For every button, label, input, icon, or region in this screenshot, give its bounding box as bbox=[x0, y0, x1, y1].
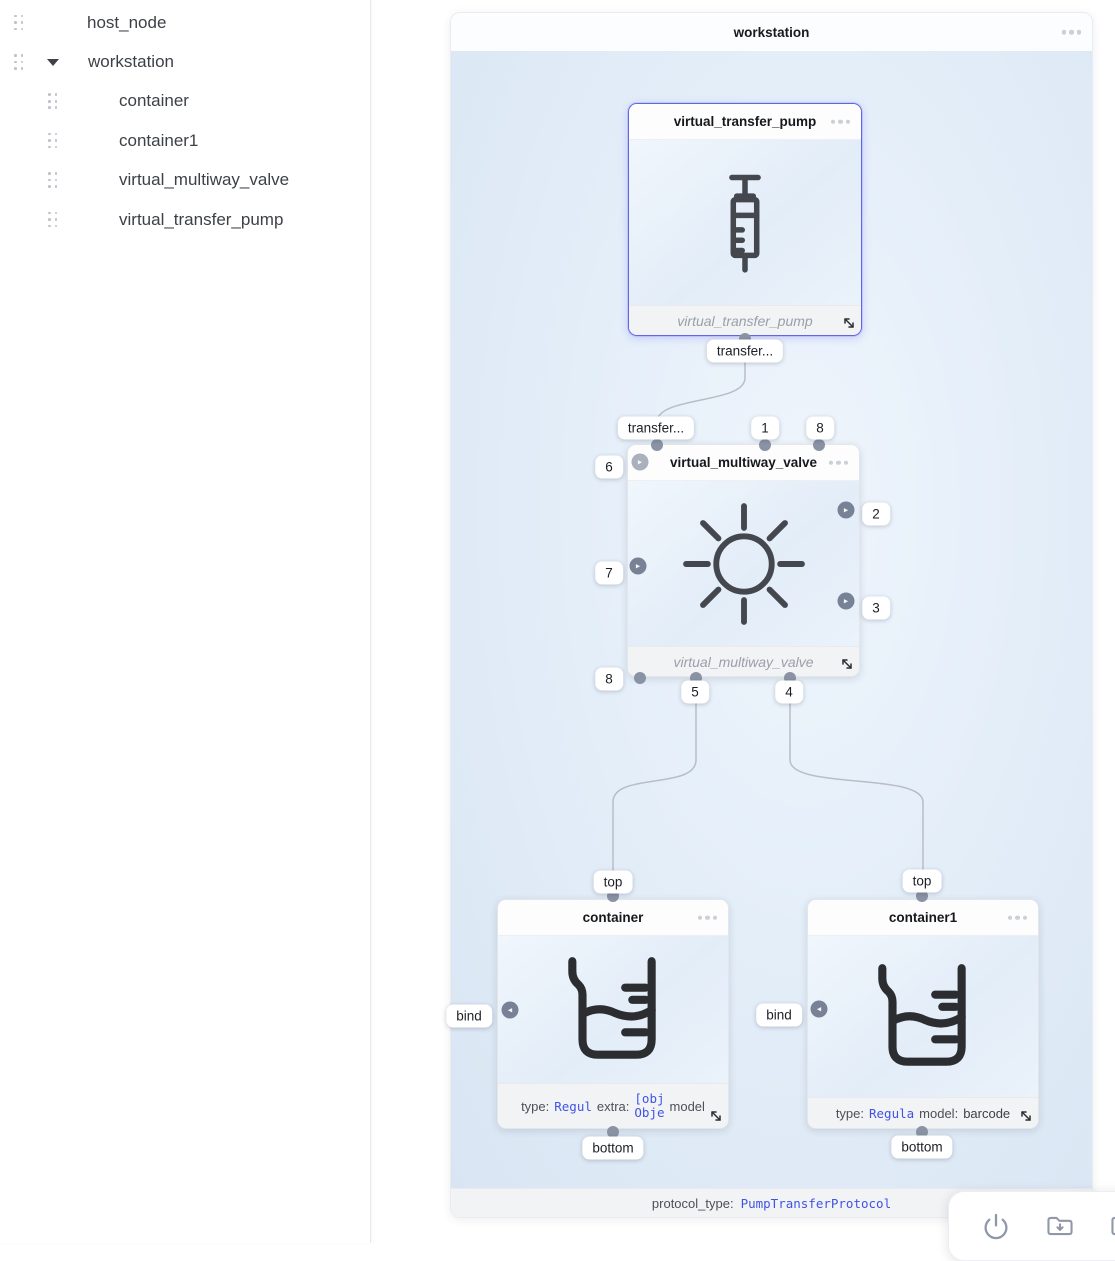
resize-icon[interactable] bbox=[842, 316, 856, 330]
port-valve-3-arrow-icon[interactable]: ▸ bbox=[838, 593, 855, 610]
type-label: type: bbox=[521, 1098, 550, 1114]
beaker-icon bbox=[552, 949, 674, 1071]
port-valve-8-bottom[interactable] bbox=[634, 672, 646, 684]
node-header[interactable] bbox=[498, 900, 728, 936]
port-label-valve-transfer[interactable]: transfer... bbox=[618, 417, 694, 440]
drag-handle-icon[interactable] bbox=[48, 172, 58, 188]
canvas-action-toolbar bbox=[948, 1191, 1115, 1261]
save-to-folder-button[interactable] bbox=[1045, 1211, 1075, 1241]
drag-handle-icon[interactable] bbox=[14, 15, 24, 31]
port-label-container-bind[interactable]: bind bbox=[446, 1005, 492, 1028]
drag-handle-icon[interactable] bbox=[48, 93, 58, 109]
node-body[interactable] bbox=[808, 936, 1038, 1097]
port-label-pump-transfer[interactable]: transfer... bbox=[707, 340, 783, 363]
node-footer bbox=[629, 305, 861, 335]
port-label-valve-8-bottom[interactable]: 8 bbox=[595, 668, 623, 691]
port-label-container-top[interactable]: top bbox=[594, 871, 633, 894]
valve-icon bbox=[681, 501, 807, 627]
model-label: model bbox=[669, 1098, 705, 1114]
sidebar-item-label[interactable]: workstation bbox=[88, 52, 174, 72]
export-button[interactable] bbox=[1109, 1211, 1115, 1241]
port-valve-8-top[interactable] bbox=[813, 439, 825, 451]
port-label-valve-5[interactable]: 5 bbox=[681, 681, 709, 704]
beaker-icon bbox=[862, 956, 984, 1078]
node-header[interactable] bbox=[629, 104, 861, 140]
node-title: virtual_transfer_pump bbox=[673, 114, 817, 129]
ellipsis-menu-icon[interactable] bbox=[1008, 915, 1028, 920]
node-container1[interactable] bbox=[807, 899, 1039, 1129]
extra-value-line2: Obje bbox=[634, 1105, 665, 1120]
drag-handle-icon[interactable] bbox=[14, 54, 24, 70]
node-header[interactable] bbox=[628, 445, 859, 481]
ellipsis-menu-icon[interactable] bbox=[829, 460, 849, 465]
port-label-container1-bind[interactable]: bind bbox=[756, 1004, 802, 1027]
sidebar-item-workstation[interactable] bbox=[0, 42, 370, 81]
node-virtual-multiway-valve[interactable] bbox=[627, 444, 860, 677]
node-title: virtual_multiway_valve bbox=[669, 455, 818, 470]
port-valve-2-arrow-icon[interactable]: ▸ bbox=[838, 502, 855, 519]
port-valve-6-arrow-icon[interactable]: ▸ bbox=[632, 454, 649, 471]
ellipsis-menu-icon[interactable] bbox=[831, 119, 851, 124]
port-label-valve-2[interactable]: 2 bbox=[862, 503, 890, 526]
node-footer-name: virtual_multiway_valve bbox=[673, 653, 814, 670]
sidebar-item-virtual-transfer-pump[interactable] bbox=[0, 200, 370, 239]
chevron-down-icon[interactable] bbox=[47, 59, 59, 66]
power-icon bbox=[981, 1211, 1011, 1241]
port-label-container-bottom[interactable]: bottom bbox=[582, 1137, 643, 1160]
port-container1-bind-arrow-icon[interactable]: ◂ bbox=[811, 1001, 828, 1018]
type-value: Regula bbox=[869, 1105, 915, 1121]
file-export-icon bbox=[1109, 1211, 1115, 1241]
port-label-valve-7[interactable]: 7 bbox=[595, 562, 623, 585]
node-body[interactable] bbox=[498, 936, 728, 1083]
node-title: container bbox=[582, 910, 644, 925]
node-title: container1 bbox=[888, 910, 958, 925]
port-label-valve-4[interactable]: 4 bbox=[775, 681, 803, 704]
resize-icon[interactable] bbox=[840, 657, 854, 671]
port-valve-transfer[interactable] bbox=[651, 439, 663, 451]
type-value: Regul bbox=[554, 1098, 592, 1114]
ellipsis-menu-icon[interactable] bbox=[1062, 30, 1082, 35]
node-header[interactable] bbox=[808, 900, 1038, 936]
syringe-icon bbox=[714, 149, 776, 297]
workstation-title: workstation bbox=[733, 24, 810, 40]
resize-icon[interactable] bbox=[1019, 1109, 1033, 1123]
port-label-container1-bottom[interactable]: bottom bbox=[891, 1136, 952, 1159]
type-label: type: bbox=[835, 1105, 864, 1121]
power-button[interactable] bbox=[981, 1211, 1011, 1241]
node-virtual-transfer-pump[interactable] bbox=[628, 103, 862, 336]
node-footer bbox=[498, 1083, 728, 1128]
port-container-bind-arrow-icon[interactable]: ◂ bbox=[502, 1002, 519, 1019]
sidebar-item-label[interactable]: container1 bbox=[119, 130, 199, 150]
ellipsis-menu-icon[interactable] bbox=[698, 915, 718, 920]
port-valve-7-arrow-icon[interactable]: ▸ bbox=[630, 558, 647, 575]
extra-value-line1: [obj bbox=[634, 1090, 665, 1106]
port-label-container1-top[interactable]: top bbox=[903, 870, 942, 893]
port-label-valve-1[interactable]: 1 bbox=[751, 417, 779, 440]
protocol-type-label: protocol_type: bbox=[651, 1195, 734, 1211]
sidebar-item-label[interactable]: host_node bbox=[87, 12, 167, 32]
node-body[interactable] bbox=[629, 140, 861, 305]
model-label: model: bbox=[919, 1105, 959, 1121]
sidebar-item-host-node[interactable] bbox=[0, 3, 370, 42]
node-footer bbox=[808, 1097, 1038, 1128]
model-value: barcode bbox=[963, 1105, 1011, 1121]
resize-icon[interactable] bbox=[709, 1109, 723, 1123]
sidebar-item-label[interactable]: virtual_transfer_pump bbox=[119, 209, 284, 229]
folder-download-icon bbox=[1045, 1211, 1075, 1241]
workstation-header[interactable] bbox=[451, 13, 1092, 52]
drag-handle-icon[interactable] bbox=[48, 212, 58, 228]
node-body[interactable] bbox=[628, 481, 859, 646]
port-label-valve-3[interactable]: 3 bbox=[862, 597, 890, 620]
sidebar-item-container1[interactable] bbox=[0, 121, 370, 160]
sidebar-item-label[interactable]: virtual_multiway_valve bbox=[119, 170, 290, 190]
sidebar-item-label[interactable]: container bbox=[119, 91, 189, 111]
node-container[interactable] bbox=[497, 899, 729, 1129]
drag-handle-icon[interactable] bbox=[48, 133, 58, 149]
extra-label: extra: bbox=[596, 1098, 630, 1114]
sidebar-item-container[interactable] bbox=[0, 82, 370, 121]
port-label-valve-8-top[interactable]: 8 bbox=[806, 417, 834, 440]
node-tree-sidebar bbox=[0, 0, 371, 1243]
port-valve-1[interactable] bbox=[759, 439, 771, 451]
protocol-type-value: PumpTransferProtocol bbox=[740, 1195, 892, 1211]
node-footer bbox=[628, 646, 859, 676]
node-footer-name: virtual_transfer_pump bbox=[677, 312, 813, 329]
sidebar-item-virtual-multiway-valve[interactable] bbox=[0, 161, 370, 200]
port-label-valve-6[interactable]: 6 bbox=[595, 456, 623, 479]
